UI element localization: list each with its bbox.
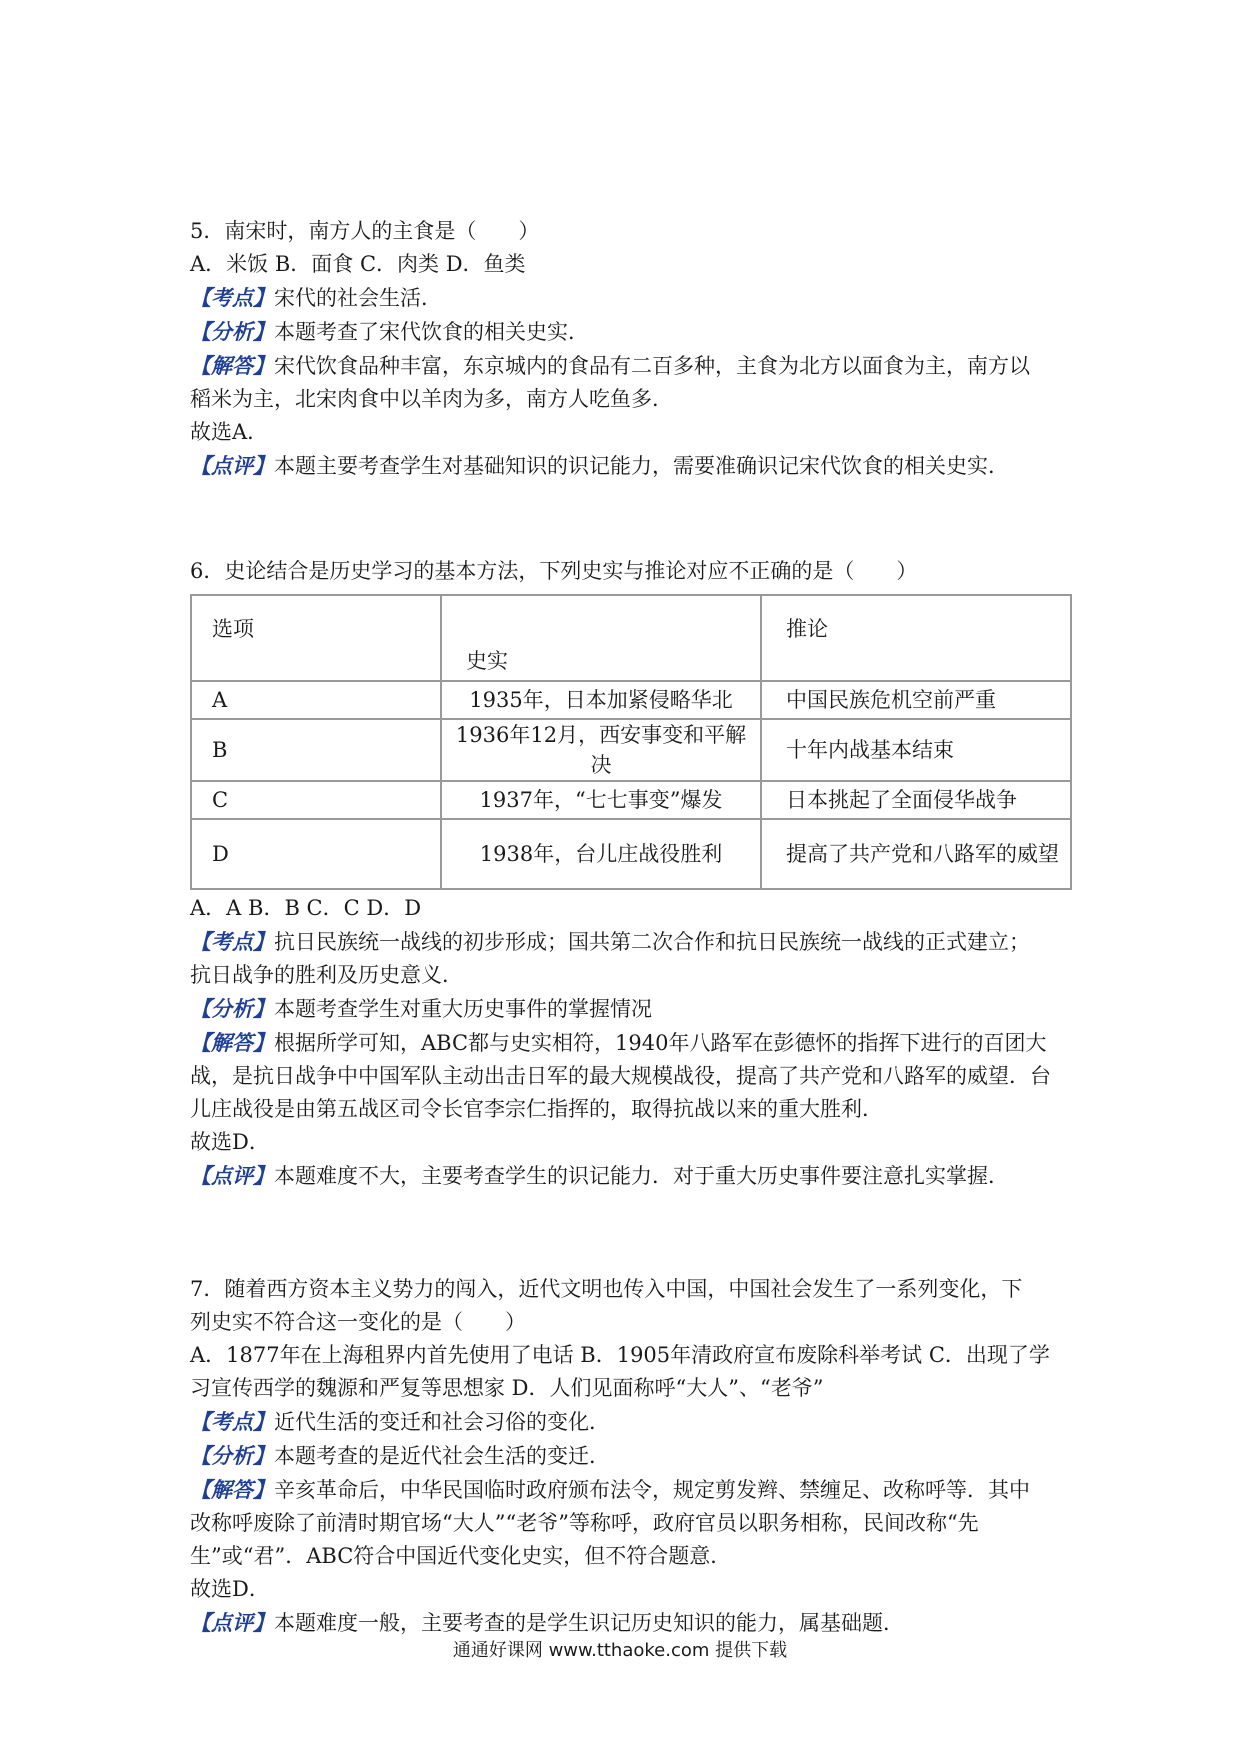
table-cell: 日本挑起了全面侵华战争	[761, 781, 1071, 819]
table-cell: C	[191, 781, 441, 819]
fenxi-text: 本题考查了宋代饮食的相关史实．	[274, 320, 589, 344]
question-stem-continuation: 列史实不符合这一变化的是（ ）	[190, 1310, 526, 1334]
fenxi-tag: 【分析】	[190, 319, 274, 344]
answer-choice: 故选D．	[190, 1577, 270, 1601]
dianping-tag: 【点评】	[190, 1163, 274, 1188]
jieda-tag: 【解答】	[190, 1477, 274, 1502]
fenxi-text: 本题考查的是近代社会生活的变迁．	[274, 1444, 610, 1468]
table-cell: 1935年，日本加紧侵略华北	[441, 681, 761, 719]
table-cell: 1938年，台儿庄战役胜利	[441, 819, 761, 889]
jieda-continuation: 稻米为主，北宋肉食中以羊肉为多，南方人吃鱼多．	[190, 387, 673, 411]
kaodian-tag: 【考点】	[190, 1409, 274, 1434]
table-cell: 1937年，“七七事变”爆发	[441, 781, 761, 819]
jieda-continuation: 战，是抗日战争中中国军队主动出击日军的最大规模战役，提高了共产党和八路军的威望．台	[190, 1064, 1051, 1088]
dianping-text: 本题难度不大，主要考查学生的识记能力．对于重大历史事件要注意扎实掌握．	[274, 1164, 1009, 1188]
header-fact: 史实	[441, 595, 761, 681]
header-option: 选项	[191, 595, 441, 681]
fenxi-line	[190, 992, 1070, 1026]
jieda-text: 辛亥革命后，中华民国临时政府颁布法令，规定剪发辫、禁缠足、改称呼等．其中	[274, 1478, 1030, 1502]
jieda-continuation: 儿庄战役是由第五战区司令长官李宗仁指挥的，取得抗战以来的重大胜利．	[190, 1097, 883, 1121]
table-cell: D	[191, 819, 441, 889]
question-7	[190, 1273, 1070, 1640]
table-cell: 1936年12月，西安事变和平解决	[441, 719, 761, 781]
answer-options: A．A B．B C．C D．D	[190, 896, 422, 920]
kaodian-tag: 【考点】	[190, 285, 274, 310]
jieda-text: 宋代饮食品种丰富，东京城内的食品有二百多种，主食为北方以面食为主，南方以	[274, 354, 1030, 378]
table-cell: 十年内战基本结束	[761, 719, 1071, 781]
question-5	[190, 215, 1070, 483]
dianping-line	[190, 1159, 1070, 1193]
kaodian-line	[190, 281, 1070, 315]
jieda-line	[190, 349, 1070, 383]
fenxi-line	[190, 1439, 1070, 1473]
spacer	[190, 483, 1070, 555]
table-row	[191, 819, 1071, 889]
fenxi-text: 本题考查学生对重大历史事件的掌握情况	[274, 997, 652, 1021]
jieda-line	[190, 1026, 1070, 1060]
kaodian-line	[190, 1405, 1070, 1439]
jieda-tag: 【解答】	[190, 353, 274, 378]
table-cell: 提高了共产党和八路军的威望	[761, 819, 1071, 889]
dianping-line	[190, 1606, 1070, 1640]
jieda-continuation: 改称呼废除了前清时期官场“大人”“老爷”等称呼，政府官员以职务相称，民间改称“先	[190, 1511, 979, 1535]
table-row	[191, 781, 1071, 819]
question-stem: 5．南宋时，南方人的主食是（ ）	[190, 219, 540, 243]
table-row	[191, 681, 1071, 719]
table-cell: B	[191, 719, 441, 781]
fenxi-tag: 【分析】	[190, 1443, 274, 1468]
dianping-text: 本题主要考查学生对基础知识的识记能力，需要准确识记宋代饮食的相关史实．	[274, 454, 1009, 478]
kaodian-text: 近代生活的变迁和社会习俗的变化．	[274, 1410, 610, 1434]
page-footer: 通通好课网 www.tthaoke.com 提供下载	[452, 1640, 788, 1661]
jieda-tag: 【解答】	[190, 1030, 274, 1055]
question-stem: 7．随着西方资本主义势力的闯入，近代文明也传入中国，中国社会发生了一系列变化，下	[190, 1277, 1023, 1301]
table-header-row	[191, 595, 1071, 681]
kaodian-text: 宋代的社会生活．	[274, 286, 442, 310]
table-cell: 中国民族危机空前严重	[761, 681, 1071, 719]
fenxi-line	[190, 315, 1070, 349]
jieda-continuation: 生”或“君”．ABC符合中国近代变化史实，但不符合题意．	[190, 1544, 732, 1568]
spacer	[190, 1193, 1070, 1273]
dianping-text: 本题难度一般，主要考查的是学生识记历史知识的能力，属基础题．	[274, 1611, 904, 1635]
dianping-line	[190, 449, 1070, 483]
question-stem: 6．史论结合是历史学习的基本方法，下列史实与推论对应不正确的是（ ）	[190, 559, 918, 583]
question-6	[190, 555, 1070, 1193]
answer-choice: 故选D．	[190, 1130, 270, 1154]
answer-choice: 故选A．	[190, 420, 269, 444]
answer-options: A．1877年在上海租界内首先使用了电话 B．1905年清政府宣布废除科举考试 C．出现了学	[190, 1343, 1050, 1367]
options-table	[190, 594, 1072, 890]
jieda-text: 根据所学可知，ABC都与史实相符，1940年八路军在彭德怀的指挥下进行的百团大	[274, 1031, 1047, 1055]
table-cell: A	[191, 681, 441, 719]
kaodian-tag: 【考点】	[190, 929, 274, 954]
dianping-tag: 【点评】	[190, 453, 274, 478]
kaodian-continuation: 抗日战争的胜利及历史意义．	[190, 963, 463, 987]
kaodian-text: 抗日民族统一战线的初步形成；国共第二次合作和抗日民族统一战线的正式建立；	[274, 930, 1030, 954]
kaodian-line	[190, 925, 1070, 959]
document-body	[190, 215, 1070, 1640]
answer-options-continuation: 习宣传西学的魏源和严复等思想家 D．人们见面称呼“大人”、“老爷”	[190, 1376, 824, 1400]
table-row	[191, 719, 1071, 781]
dianping-tag: 【点评】	[190, 1610, 274, 1635]
header-inference: 推论	[761, 595, 1071, 681]
answer-options: A．米饭 B．面食 C．肉类 D．鱼类	[190, 252, 526, 276]
fenxi-tag: 【分析】	[190, 996, 274, 1021]
jieda-line	[190, 1473, 1070, 1507]
